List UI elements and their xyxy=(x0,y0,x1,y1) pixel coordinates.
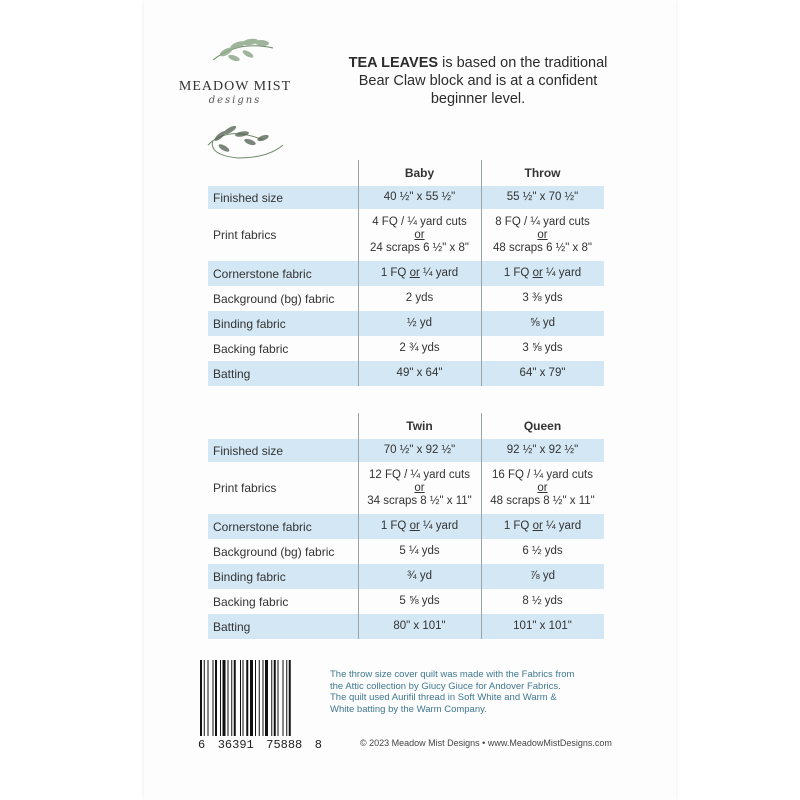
row-label: Cornerstone fabric xyxy=(213,519,312,534)
size-table-twin-queen xyxy=(208,413,604,639)
row-label: Cornerstone fabric xyxy=(213,266,312,281)
cell-or: or xyxy=(537,481,548,494)
row-label: Background (bg) fabric xyxy=(213,544,335,559)
intro-line2: Bear Claw block and is at a confident xyxy=(358,73,598,89)
row-label: Backing fabric xyxy=(213,341,289,356)
credits-line: The throw size cover quilt was made with the Fabrics from xyxy=(330,669,575,680)
cell-or: or xyxy=(537,228,548,241)
table-cell: 49" x 64" xyxy=(396,367,443,379)
barcode-bar xyxy=(255,660,256,736)
table-cell: 6 ½ yds xyxy=(522,545,563,557)
table-cell: 3 ⅝ yds xyxy=(522,342,563,354)
cell-line: 4 FQ / ¼ yard cuts xyxy=(372,215,467,228)
cell-line: 24 scraps 6 ½" x 8" xyxy=(370,241,469,254)
barcode-bar xyxy=(278,660,279,736)
table-cell xyxy=(481,469,604,508)
barcode-bar xyxy=(250,660,253,736)
table-cell: 2 ¾ yds xyxy=(399,342,440,354)
column-divider xyxy=(481,413,482,639)
table-cell: ½ yd xyxy=(407,317,432,329)
cell-line: 34 scraps 8 ½" x 11" xyxy=(367,494,472,507)
row-label: Finished size xyxy=(213,190,284,205)
table-header-row xyxy=(208,413,604,439)
table-row xyxy=(208,361,604,386)
table-row xyxy=(208,261,604,286)
cell-line: 48 scraps 8 ½" x 11" xyxy=(490,494,595,507)
credits-line: the Attic collection by Giucy Giuce for Andover Fabrics. xyxy=(330,680,561,692)
barcode-bar xyxy=(289,660,291,736)
table-row xyxy=(208,614,604,639)
table-cell xyxy=(358,216,481,255)
table-cell: 2 yds xyxy=(405,292,434,304)
row-label: Backing fabric xyxy=(213,594,289,609)
row-label: Finished size xyxy=(213,443,284,458)
row-label: Batting xyxy=(213,619,251,634)
cell-part: 1 FQ xyxy=(503,267,533,279)
intro-line1: is based on the traditional xyxy=(438,55,608,71)
cell-part: ¼ yard xyxy=(419,520,459,532)
column-header: Twin xyxy=(406,418,433,433)
barcode-bar xyxy=(271,660,272,736)
table-cell: ⅞ yd xyxy=(530,570,555,582)
barcode-bar xyxy=(243,660,244,736)
table-cell: 40 ½" x 55 ½" xyxy=(383,191,456,203)
barcode-bar xyxy=(204,660,205,736)
table-row xyxy=(208,564,604,589)
cell-or: or xyxy=(532,520,543,532)
column-header: Baby xyxy=(404,165,435,180)
barcode-digits xyxy=(198,738,322,752)
cell-part: 1 FQ xyxy=(503,520,533,532)
cell-or: or xyxy=(414,481,425,494)
cell-part: ¼ yard xyxy=(542,520,582,532)
barcode-bar xyxy=(265,660,268,736)
table-cell: 55 ½" x 70 ½" xyxy=(506,191,579,203)
credits-line: The quilt used Aurifil thread in Soft White and Warm & xyxy=(330,692,557,703)
cell-part: 1 FQ xyxy=(380,520,410,532)
table-row xyxy=(208,589,604,614)
size-table-baby-throw xyxy=(208,160,604,386)
row-label: Batting xyxy=(213,366,251,381)
row-label: Print fabrics xyxy=(213,481,277,495)
table-cell: 92 ½" x 92 ½" xyxy=(506,444,579,456)
barcode-digit-group: 8 xyxy=(314,738,322,752)
credits-line: White batting by the Warm Company. xyxy=(330,703,487,715)
pattern-name: TEA LEAVES xyxy=(348,55,439,71)
barcode-icon xyxy=(198,660,320,740)
cell-or: or xyxy=(532,267,543,279)
barcode-bar xyxy=(223,660,226,736)
cell-part: ¼ yard xyxy=(542,267,582,279)
column-header: Throw xyxy=(524,165,561,180)
table-cell xyxy=(358,469,481,508)
barcode-digit-group: 6 xyxy=(198,738,206,752)
table-cell: 64" x 79" xyxy=(519,367,566,379)
brand-name: MEADOW MIST xyxy=(178,79,292,94)
barcode-bar xyxy=(274,660,276,736)
table-cell: 5 ⅝ yds xyxy=(399,595,440,607)
table-row xyxy=(208,209,604,261)
barcode-bar xyxy=(208,660,209,736)
brand-sub: designs xyxy=(208,95,262,106)
table-row xyxy=(208,539,604,564)
table-cell xyxy=(358,520,481,533)
table-row xyxy=(208,514,604,539)
table-row xyxy=(208,439,604,462)
barcode-bar xyxy=(231,660,232,736)
table-cell: ¾ yd xyxy=(407,570,432,582)
table-cell: 80" x 101" xyxy=(393,620,446,632)
copyright-footer: © 2023 Meadow Mist Designs • www.MeadowMistDesigns.com xyxy=(360,738,612,748)
table-row xyxy=(208,311,604,336)
barcode-bar xyxy=(286,660,287,736)
barcode-bar xyxy=(240,660,241,736)
table-cell xyxy=(358,267,481,280)
barcode-digit-group: 75888 xyxy=(266,738,303,752)
cell-or: or xyxy=(409,267,420,279)
row-label: Background (bg) fabric xyxy=(213,291,335,306)
barcode-bar xyxy=(228,660,229,736)
table-cell: 70 ½" x 92 ½" xyxy=(383,444,456,456)
table-row xyxy=(208,186,604,209)
cell-part: ¼ yard xyxy=(419,267,459,279)
cell-part: 1 FQ xyxy=(380,267,410,279)
table-cell: 5 ¼ yds xyxy=(399,545,440,557)
barcode-bar xyxy=(246,660,248,736)
table-cell: 8 ½ yds xyxy=(522,595,563,607)
table-row xyxy=(208,286,604,311)
column-divider xyxy=(481,160,482,386)
table-cell: ⅝ yd xyxy=(530,317,555,329)
barcode-bar xyxy=(259,660,260,736)
column-header: Queen xyxy=(523,418,562,433)
cell-or: or xyxy=(409,520,420,532)
barcode-bar xyxy=(283,660,284,736)
barcode-bar xyxy=(200,660,202,736)
intro-text xyxy=(328,54,628,108)
table-row xyxy=(208,462,604,514)
barcode-bar xyxy=(213,660,214,736)
barcode-bar xyxy=(263,660,264,736)
fabric-credits xyxy=(330,669,630,715)
table-cell xyxy=(481,267,604,280)
barcode-bar xyxy=(220,660,221,736)
intro-line3: beginner level. xyxy=(430,91,526,107)
barcode-digit-group: 36391 xyxy=(217,738,254,752)
table-cell: 3 ⅜ yds xyxy=(522,292,563,304)
table-header-row xyxy=(208,160,604,186)
row-label: Binding fabric xyxy=(213,569,286,584)
row-label: Binding fabric xyxy=(213,316,286,331)
table-cell xyxy=(481,520,604,533)
table-cell: 101" x 101" xyxy=(513,620,572,632)
table-cell xyxy=(481,216,604,255)
column-divider xyxy=(358,413,359,639)
barcode-bar xyxy=(215,660,217,736)
cell-line: 8 FQ / ¼ yard cuts xyxy=(495,215,590,228)
cell-line: 48 scraps 6 ½" x 8" xyxy=(493,241,592,254)
column-divider xyxy=(358,160,359,386)
barcode-bar xyxy=(234,660,236,736)
table-row xyxy=(208,336,604,361)
cell-or: or xyxy=(414,228,425,241)
row-label: Print fabrics xyxy=(213,228,277,242)
cell-line: 16 FQ / ¼ yard cuts xyxy=(492,468,593,481)
cell-line: 12 FQ / ¼ yard cuts xyxy=(369,468,470,481)
